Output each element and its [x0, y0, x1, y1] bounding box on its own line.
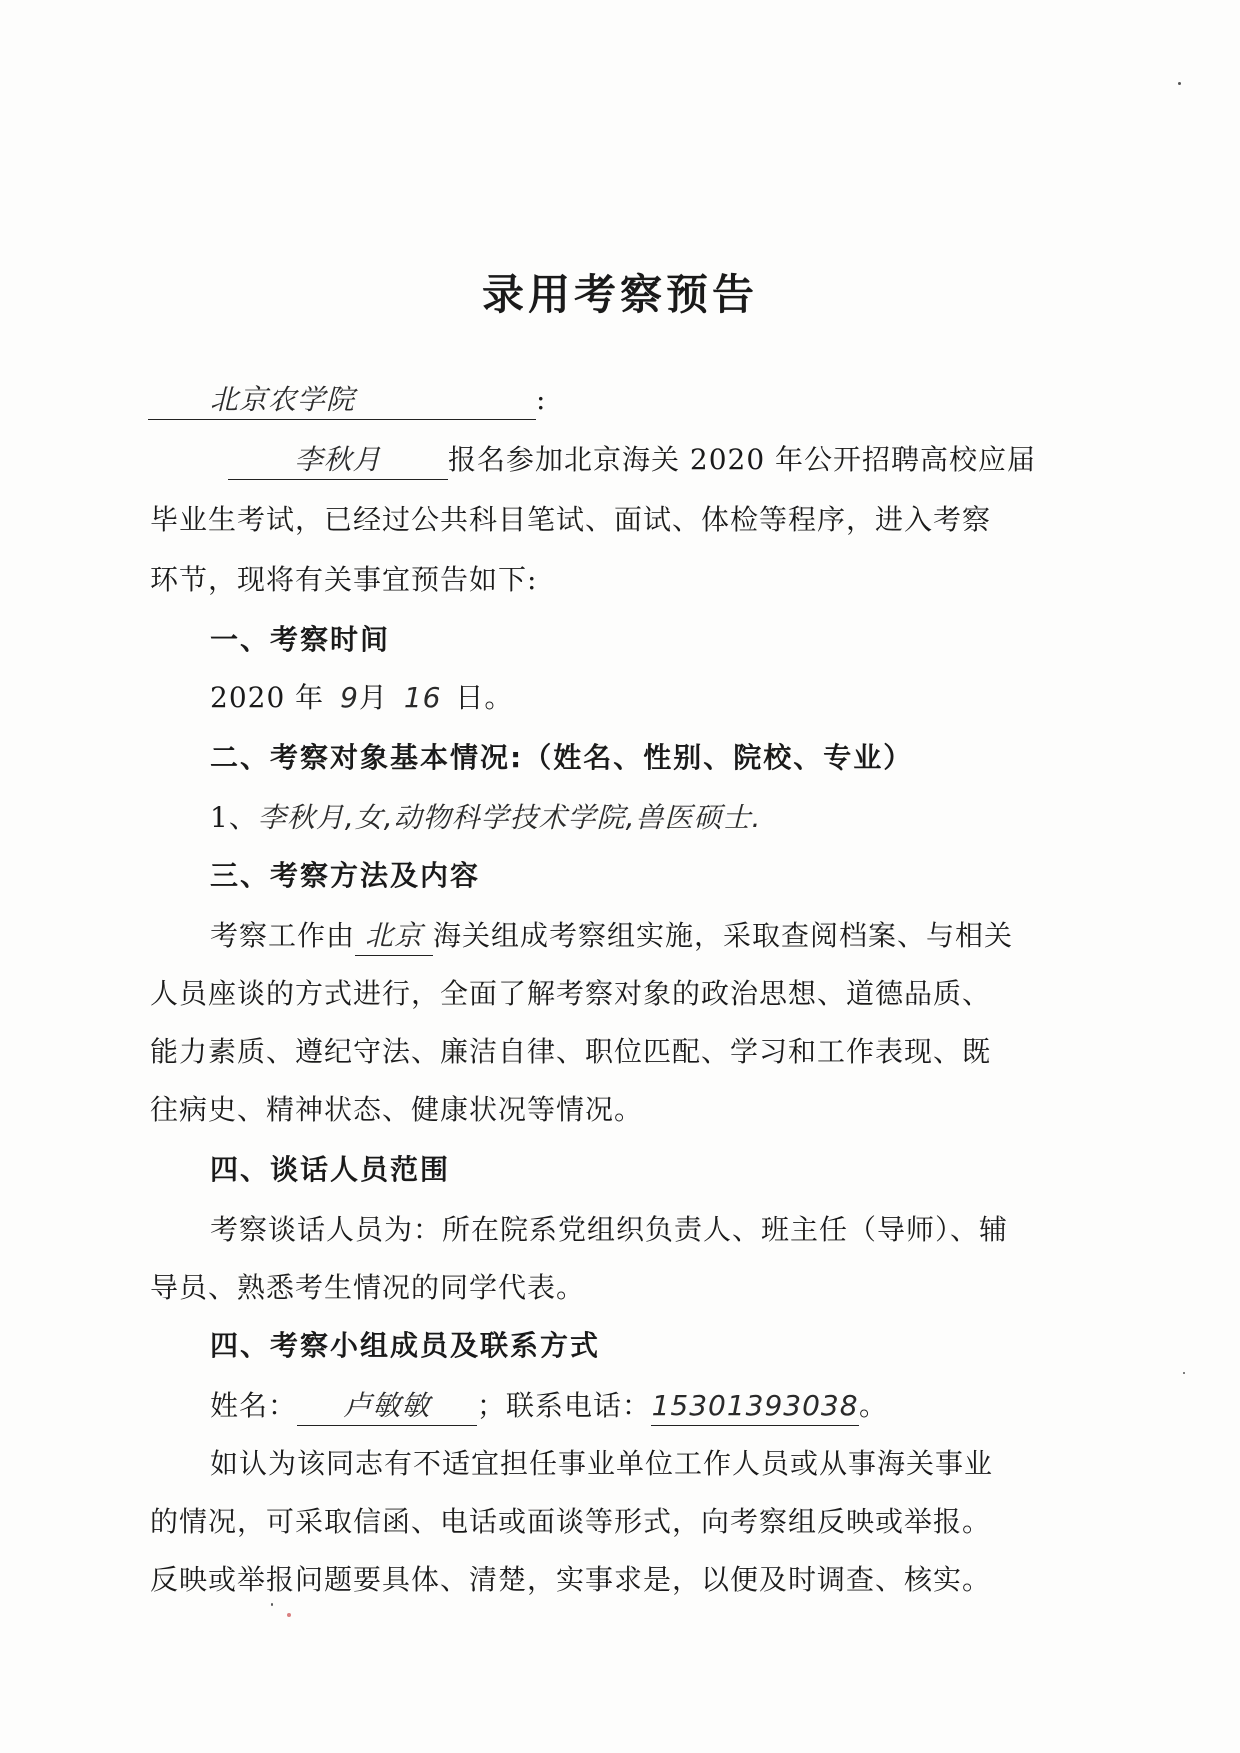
- section-3-heading: 三、考察方法及内容: [210, 859, 481, 892]
- contact-phone-blank: [651, 1387, 859, 1426]
- date-month-handwritten: 9: [340, 681, 359, 714]
- date-day-handwritten: 16: [403, 681, 442, 714]
- subject-info-handwritten: 李秋月,女,动物科学技术学院,兽医硕士.: [257, 801, 762, 834]
- section-2-heading: 二、考察对象基本情况:（姓名、性别、院校、专业）: [210, 741, 914, 774]
- section-5-heading: 四、考察小组成员及联系方式: [210, 1329, 601, 1362]
- contact-phone-handwritten: 15301393038: [651, 1389, 859, 1422]
- closing-line-3: 反映或举报问题要具体、清楚，实事求是，以便及时调查、核实。: [150, 1563, 992, 1596]
- closing-line-1: 如认为该同志有不适宜担任事业单位工作人员或从事海关事业: [210, 1447, 994, 1480]
- method-line-3: 能力素质、遵纪守法、廉洁自律、职位匹配、学习和工作表现、既: [150, 1035, 992, 1068]
- method-line-2: 人员座谈的方式进行，全面了解考察对象的政治思想、道德品质、: [150, 977, 992, 1010]
- document-title: 录用考察预告: [481, 270, 758, 319]
- customs-handwritten: 北京: [365, 919, 424, 952]
- section-1-heading: 一、考察时间: [210, 623, 391, 656]
- intro-line-3: 环节，现将有关事宜预告如下:: [150, 563, 538, 596]
- addressee-handwritten: 北京农学院: [210, 383, 356, 416]
- scan-speck: [287, 1613, 291, 1617]
- date-year: 2020 年: [210, 681, 325, 714]
- date-day-unit: 日。: [455, 681, 514, 714]
- intro-text-1: 报名参加北京海关 2020 年公开招聘高校应届: [448, 443, 1037, 476]
- scan-speck: [1183, 1372, 1185, 1374]
- contact-separator: ；: [477, 1389, 507, 1422]
- subject-info: [210, 798, 761, 838]
- contact-phone-end: 。: [859, 1389, 889, 1422]
- contact-name-label: 姓名：: [210, 1389, 298, 1422]
- candidate-blank: [228, 441, 448, 480]
- method-prefix: 考察工作由: [210, 919, 356, 952]
- addressee-blank: [148, 381, 536, 420]
- closing-line-2: 的情况，可采取信函、电话或面谈等形式，向考察组反映或举报。: [150, 1505, 992, 1538]
- contact-phone-label: 联系电话：: [506, 1389, 652, 1422]
- contact-line: [210, 1386, 888, 1426]
- scan-speck: [271, 1603, 273, 1606]
- interviewees-line-2: 导员、熟悉考生情况的同学代表。: [150, 1271, 586, 1304]
- customs-blank: [355, 917, 433, 956]
- addressee-colon: :: [536, 383, 547, 416]
- intro-line-2: 毕业生考试，已经过公共科目笔试、面试、体检等程序，进入考察: [150, 503, 992, 536]
- section-4-heading: 四、谈话人员范围: [210, 1153, 451, 1186]
- exam-date: [210, 678, 513, 718]
- date-month-unit: 月: [358, 681, 388, 714]
- method-rest: 海关组成考察组实施，采取查阅档案、与相关: [433, 919, 1014, 952]
- addressee-line: [148, 380, 546, 420]
- subject-item-number: 1、: [210, 801, 258, 834]
- method-line-4: 往病史、精神状态、健康状况等情况。: [150, 1093, 644, 1126]
- interviewees-line-1: 考察谈话人员为：所在院系党组织负责人、班主任（导师）、辅: [210, 1213, 1009, 1246]
- method-line-1: [210, 916, 1013, 956]
- scan-speck: [1178, 82, 1181, 85]
- candidate-handwritten: 李秋月: [294, 443, 382, 476]
- contact-name-blank: [297, 1387, 477, 1426]
- intro-line-1: [228, 440, 1036, 480]
- contact-name-handwritten: 卢敏敏: [343, 1389, 431, 1422]
